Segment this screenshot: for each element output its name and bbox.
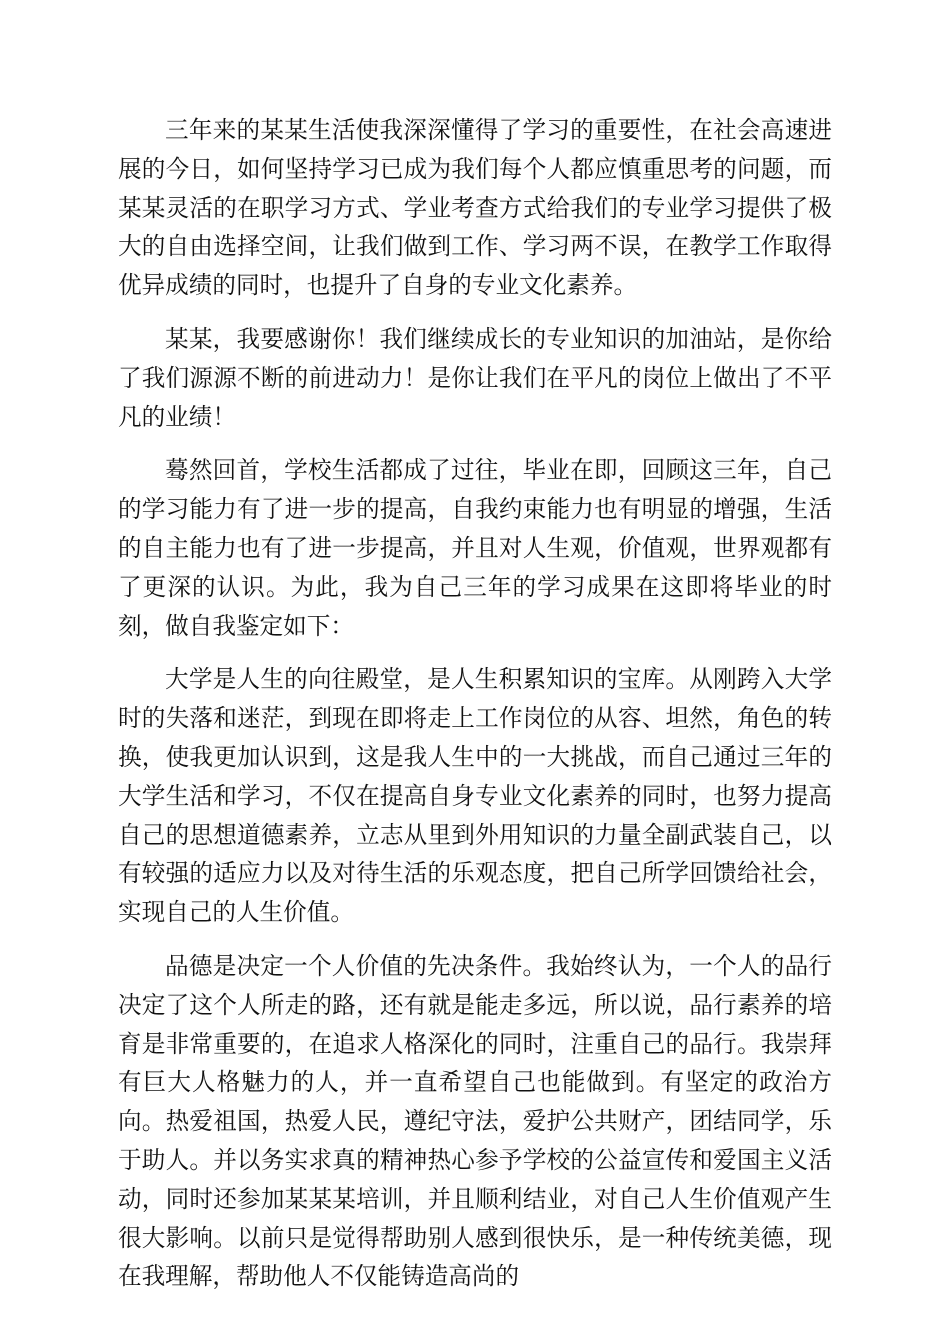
paragraph-university: 大学是人生的向往殿堂，是人生积累知识的宝库。从刚跨入大学时的失落和迷茫，到现在即将走上工作岗位的从容、坦然，角色的转换，使我更加认识到，这是我人生中的一大挑战，而自己通过三年的大学生活和学习，不仅在提高自身专业文化素养的同时，也努力提高自己的思想道德素养，立志从里到外用知识的力量全副武装自己，以有较强的适应力以及对待生活的乐观态度，把自己所学回馈给社会，实现自己的人生价值。 (118, 665, 832, 927)
paragraph-gratitude-study: 三年来的某某生活使我深深懂得了学习的重要性，在社会高速进展的今日，如何坚持学习已成为我们每个人都应慎重思考的问题，而某某灵活的在职学习方式、学业考查方式给我们的专业学习提供了极大的自由选择空间，让我们做到工作、学习两不误，在教学工作取得优异成绩的同时，也提升了自身的专业文化素养。 (118, 116, 832, 300)
document-page (118, 111, 832, 1296)
paragraph-morality: 品德是决定一个人价值的先决条件。我始终认为，一个人的品行决定了这个人所走的路，还有就是能走多远，所以说，品行素养的培育是非常重要的，在追求人格深化的同时，注重自己的品行。我崇拜有巨大人格魅力的人，并一直希望自己也能做到。有坚定的政治方向。热爱祖国，热爱人民，遵纪守法，爱护公共财产，团结同学，乐于助人。并以务实求真的精神热心参予学校的公益宣传和爱国主义活动，同时还参加某某某培训，并且顺利结业，对自己人生价值观产生很大影响。以前只是觉得帮助别人感到很快乐，是一种传统美德，现在我理解，帮助他人不仅能铸造高尚的 (118, 951, 832, 1291)
paragraph-thanks: 某某，我要感谢你！我们继续成长的专业知识的加油站，是你给了我们源源不断的前进动力！是你让我们在平凡的岗位上做出了不平凡的业绩！ (118, 324, 832, 431)
paragraph-reflection: 蓦然回首，学校生活都成了过往，毕业在即，回顾这三年，自己的学习能力有了进一步的提高，自我约束能力也有明显的增强，生活的自主能力也有了进一步提高，并且对人生观，价值观，世界观都有了更深的认识。为此，我为自己三年的学习成果在这即将毕业的时刻，做自我鉴定如下： (118, 456, 832, 640)
